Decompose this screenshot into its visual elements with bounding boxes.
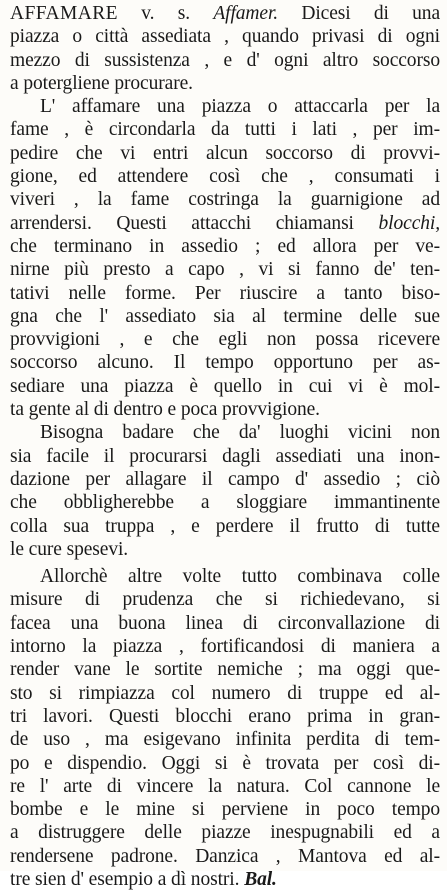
text-line: pedire che vi entri alcun soccorso di provvi- <box>10 142 440 164</box>
part-of-speech: v. s. <box>141 3 190 24</box>
text-line: Bisogna badare che da' luoghi vicini non <box>40 422 440 444</box>
text-line: a potergliene procurare. <box>10 72 193 94</box>
text-line: sia facile il procurarsi dagli assediati una inon- <box>10 445 440 467</box>
text-line-with-italic <box>10 212 440 235</box>
text-line: tativi nelle forme. Per riuscire a tanto biso- <box>10 282 440 304</box>
text-line: de uso , ma esigevano infinita perdita di tem- <box>10 729 440 751</box>
text-line: facea una buona linea di circonvallazione di <box>10 612 440 634</box>
text-line: dazione per allagare il campo d' assedio ; ciò <box>10 468 440 490</box>
text-line: nirne più presto a capo , vi si fanno de' ten- <box>10 259 440 281</box>
text-line: rendersene padrone. Danzica , Mantova ed al- <box>10 845 440 867</box>
text-line: fame , è circondarla da tutti i lati , per im- <box>10 119 440 141</box>
dictionary-entry <box>10 2 440 891</box>
text-line: re l' arte di vincere la natura. Col cannone le <box>10 775 440 797</box>
text-fragment: tre sien d' esempio a dì nostri. <box>10 868 240 890</box>
text-line: ta gente al di dentro e poca provvigione. <box>10 399 320 421</box>
text-line: viveri , la fame costringa la guarnigione ad <box>10 189 440 211</box>
text-line: gna che l' assediato sia al termine delle sue <box>10 305 440 327</box>
text-line: che terminano in assedio ; ed allora per ve- <box>10 235 440 257</box>
french-equivalent: Affamer. <box>213 3 279 24</box>
text-line: tri lavori. Questi blocchi erano prima in gran- <box>10 705 440 727</box>
text-line: le cure spesevi. <box>10 538 129 560</box>
text-line: soccorso alcuno. Il tempo opportuno per as- <box>10 352 440 374</box>
text-line: intorno la piazza , fortificandosi di maniera a <box>10 636 440 658</box>
text-line: sediare una piazza è quello in cui vi è mol- <box>10 375 440 397</box>
text-line: piazza o città assediata , quando privasi di ogni <box>10 26 440 48</box>
text-line: che obbligherebbe a sloggiare immantinente <box>10 492 440 514</box>
text-line: L' affamare una piazza o attaccarla per la <box>40 96 440 118</box>
text-line: gione, ed attendere così che , consumati i <box>10 166 440 188</box>
text-line: po e dispendio. Oggi si è trovata per così di- <box>10 752 440 774</box>
text-line: provvigioni , e che egli non possa ricevere <box>10 329 440 351</box>
italic-term: blocchi, <box>378 212 440 234</box>
text-fragment: arrendersi. Questi attacchi chiamansi <box>10 212 354 234</box>
author-signature: Bal. <box>244 868 277 890</box>
text-line-with-signature <box>10 868 440 891</box>
text-line: sto si rimpiazza col numero di truppe ed al- <box>10 682 440 704</box>
text-line: colla sua truppa , e perdere il frutto di tutte <box>10 515 440 537</box>
text-line: Allorchè altre volte tutto combinava colle <box>40 566 440 588</box>
definition-start: Dicesi di una <box>301 3 441 24</box>
text-line: misure di prudenza che si richiedevano, si <box>10 589 440 611</box>
entry-heading-line <box>10 2 440 25</box>
text-line: render vane le sortite nemiche ; ma oggi que- <box>10 659 440 681</box>
text-line: bombe e le mine si perviene in poco tempo <box>10 799 440 821</box>
text-line: mezzo di sussistenza , e d' ogni altro soccorso <box>10 49 440 71</box>
headword: AFFAMARE <box>10 3 118 24</box>
text-line: a distruggere delle piazze inespugnabili ed a <box>10 822 440 844</box>
